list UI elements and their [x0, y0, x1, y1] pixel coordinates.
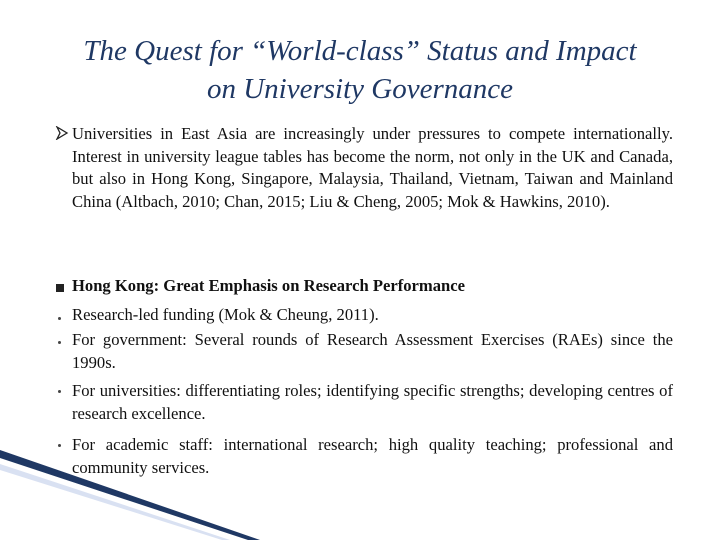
dot-bullet-icon: [58, 317, 61, 320]
arrow-bullet-icon: [55, 126, 69, 140]
section-heading: Hong Kong: Great Emphasis on Research Performance: [72, 276, 465, 295]
slide-title-line-1: The Quest for “World-class” Status and Impact: [83, 35, 637, 67]
dot-bullet-icon: [58, 444, 61, 447]
list-item: For universities: differentiating roles; identifying specific strengths; developing centres of research excellence.: [72, 381, 673, 423]
dot-bullet-icon: [58, 341, 61, 344]
list-item: For academic staff: international research; high quality teaching; professional and community services.: [72, 435, 673, 477]
dot-bullet-icon: [58, 390, 61, 393]
intro-paragraph: Universities in East Asia are increasingly under pressures to compete internationally. Interest in university league tables has become the norm, not only in the UK and Canada, but also in Hong Kong, Singapore, Malaysia, Thailand, Vietnam, Taiwan and Mainland China (Altbach, 2010; Chan, 2015; Liu & Cheng, 2005; Mok & Hawkins, 2010).: [72, 124, 673, 211]
square-bullet-icon: [56, 284, 64, 292]
slide-title-line-2: on University Governance: [206, 73, 513, 105]
list-item: Research-led funding (Mok & Cheung, 2011).: [72, 305, 379, 324]
decorative-corner-band: [0, 450, 260, 540]
list-item: For government: Several rounds of Research Assessment Exercises (RAEs) since the 1990s.: [72, 330, 673, 372]
slide-title: [20, 32, 700, 108]
